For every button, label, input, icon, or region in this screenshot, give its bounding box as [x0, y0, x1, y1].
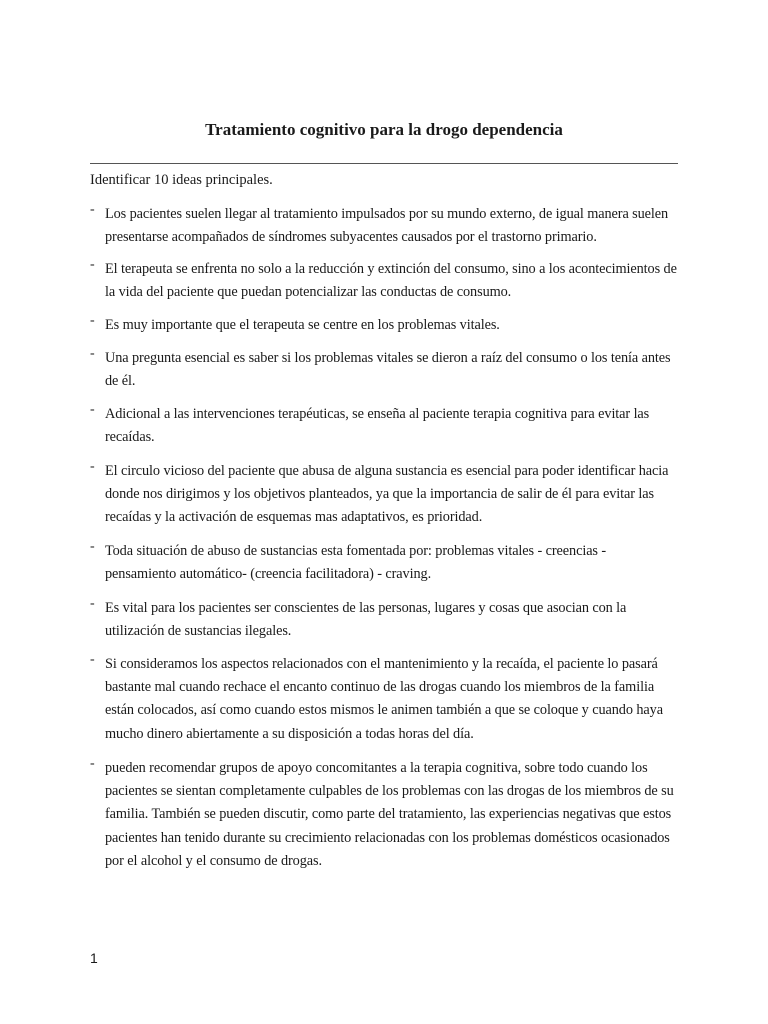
list-item-text: pueden recomendar grupos de apoyo concomitantes a la terapia cognitiva, sobre todo cuando los pacientes se sientan completamente culpables de los problemas con las drogas de los miembros de su familia. También se pueden discutir, como parte del tratamiento, las experiencias negativas que estos pacientes han tenido durante su crecimiento relacionadas con los problemas domésticos ocasionados por el alcohol y el consumo de drogas. [105, 760, 674, 869]
bullet-dash: - [90, 539, 95, 554]
title-divider [90, 163, 678, 164]
list-item-text: Los pacientes suelen llegar al tratamiento impulsados por su mundo externo, de igual manera suelen presentarse acompañados de síndromes subyacentes causados por el trastorno primario. [105, 206, 669, 246]
bullet-dash: - [90, 313, 95, 328]
list-item-text: El terapeuta se enfrenta no solo a la reducción y extinción del consumo, sino a los acontecimientos de la vida del paciente que puedan potencializar las conductas de consumo. [105, 261, 677, 301]
bullet-dash: - [90, 202, 95, 217]
page-number: 1 [90, 950, 98, 966]
bullet-dash: - [90, 652, 95, 667]
list-item-text: Es muy importante que el terapeuta se centre en los problemas vitales. [105, 317, 500, 333]
bullet-dash: - [90, 596, 95, 611]
intro-text: Identificar 10 ideas principales. [90, 172, 273, 188]
list-item-text: Una pregunta esencial es saber si los problemas vitales se dieron a raíz del consumo o los tenía antes de él. [105, 350, 671, 390]
list-item-text: Toda situación de abuso de sustancias esta fomentada por: problemas vitales - creencias - pensamiento automático- (creencia facilitadora) - craving. [105, 543, 607, 583]
document-title: Tratamiento cognitivo para la drogo dependencia [205, 120, 563, 139]
bullet-dash: - [90, 402, 95, 417]
bullet-dash: - [90, 459, 95, 474]
bullet-dash: - [90, 756, 95, 771]
bullet-dash: - [90, 346, 95, 361]
list-item-text: Si consideramos los aspectos relacionados con el mantenimiento y la recaída, el paciente lo pasará bastante mal cuando rechace el encanto continuo de las drogas cuando los miembros de la familia están colocados, así como cuando estos mismos le animen también a que se coloque y cuando haya mucho dinero abiertamente a su disposición a todas horas del día. [105, 656, 663, 742]
list-item-text: Es vital para los pacientes ser conscientes de las personas, lugares y cosas que asocian con la utilización de sustancias ilegales. [105, 600, 627, 640]
bullet-dash: - [90, 257, 95, 272]
list-item-text: El circulo vicioso del paciente que abusa de alguna sustancia es esencial para poder identificar hacia donde nos dirigimos y los objetivos planteados, ya que la importancia de salir de él para evitar las recaídas y la activación de esquemas mas adaptativos, es prioridad. [105, 463, 669, 526]
list-item-text: Adicional a las intervenciones terapéuticas, se enseña al paciente terapia cognitiva para evitar las recaídas. [105, 406, 650, 446]
